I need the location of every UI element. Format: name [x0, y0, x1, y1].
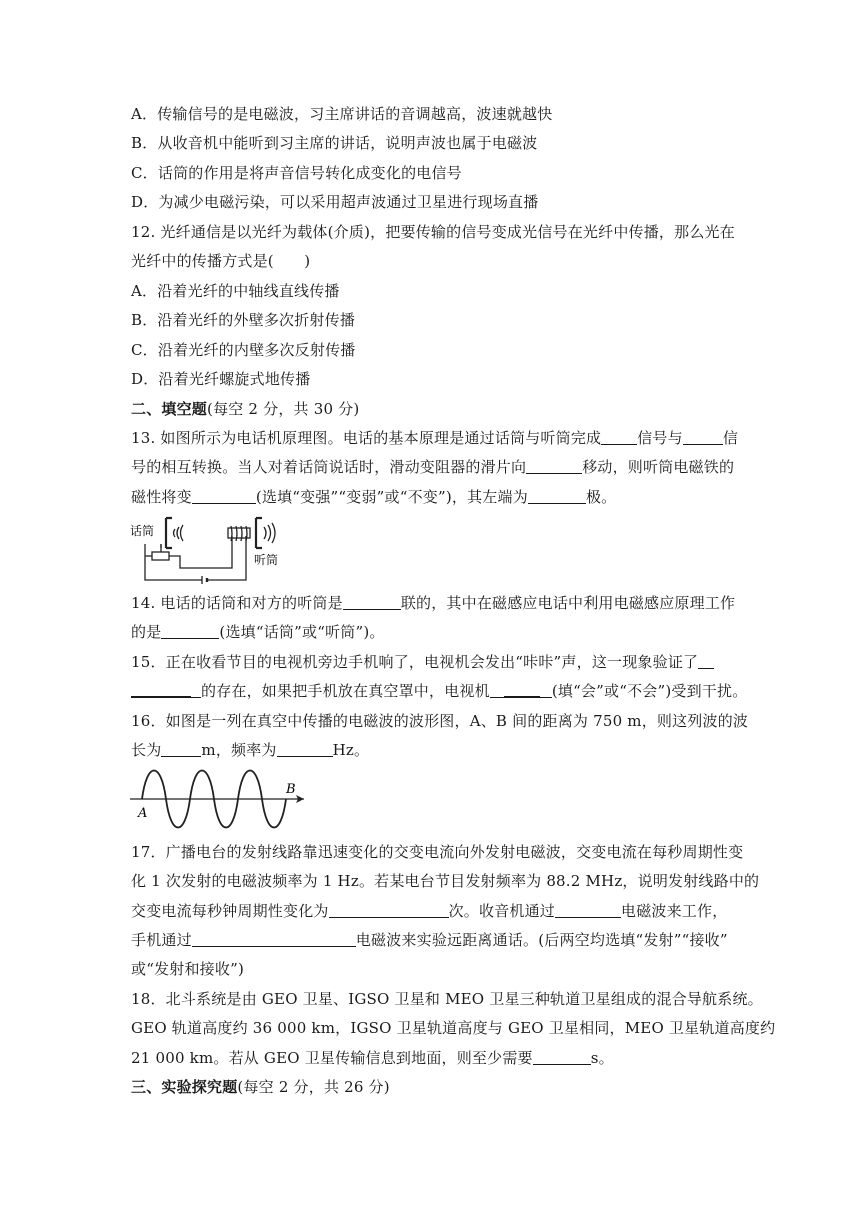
q18-line2: GEO 轨道高度约 36 000 km，IGSO 卫星轨道高度与 GEO 卫星相同，MEO 卫星轨道高度约 [131, 1019, 776, 1037]
answer-blank [191, 683, 201, 698]
section2-heading [131, 398, 359, 420]
q17-text: 次。收音机通过 [448, 902, 556, 920]
q15-line1 [131, 651, 714, 673]
fig-receiver-label: 听筒 [254, 553, 279, 567]
q18-text: s。 [590, 1049, 614, 1067]
answer-blank [601, 430, 637, 445]
q11-option-b: B．从收音机中能听到习主席的讲话，说明声波也属于电磁波 [131, 134, 538, 152]
em-wave-figure [128, 764, 312, 834]
answer-blank [131, 682, 191, 698]
q12-stem-line2: 光纤中的传播方式是( ) [131, 252, 311, 270]
q13-text: 极。 [585, 488, 617, 506]
wave-point-b-label: B [286, 782, 296, 797]
q13-text: 13. 如图所示为电话机原理图。电话的基本原理是通过话筒与听筒完成 [131, 429, 602, 447]
q13-line2 [131, 456, 734, 478]
q18-line1: 18．北斗系统是由 GEO 卫星、IGSO 卫星和 MEO 卫星三种轨道卫星组成的混合导航系统。 [131, 990, 763, 1008]
q16-text: Hz。 [332, 741, 370, 759]
q17-text: 电磁波来实验远距离通话。(后两空均选填“发射”“接收” [355, 931, 728, 949]
q13-line1 [131, 427, 738, 449]
answer-blank [683, 430, 723, 445]
q14-text: 14. 电话的话筒和对方的听筒是 [131, 594, 343, 612]
q15-text: 的存在，如果把手机放在真空罩中，电视机 [201, 682, 490, 700]
q14-text: 联的，其中在磁感应电话中利用电磁感应原理工作 [400, 594, 736, 612]
q18-text: 21 000 km。若从 GEO 卫星传输信息到地面，则至少需要 [131, 1049, 533, 1067]
q11-option-d: D．为减少电磁污染，可以采用超声波通过卫星进行现场直播 [131, 193, 539, 211]
answer-blank [698, 654, 714, 669]
q17-line2: 化 1 次发射的电磁波频率为 1 Hz。若某电台节目发射频率为 88.2 MHz，说明发射线路中的 [131, 872, 760, 890]
q17-line3 [131, 900, 727, 922]
section2-title: 二、填空题 [131, 400, 208, 418]
q13-text: (选填“变强”“变弱”或“不变”)，其左端为 [255, 488, 528, 506]
telephone-circuit-figure [128, 514, 288, 586]
fig-mic-label: 话筒 [130, 524, 155, 538]
answer-blank [343, 595, 401, 610]
q14-text: 的是 [131, 623, 162, 641]
answer-blank [540, 683, 552, 698]
q11-option-a: A．传输信号的是电磁波，习主席讲话的音调越高，波速就越快 [131, 105, 553, 123]
answer-blank [528, 489, 586, 504]
answer-blank [161, 742, 201, 757]
answer-blank [555, 903, 621, 918]
q17-text: 交变电流每秒钟周期性变化为 [131, 902, 329, 920]
q12-option-b: B．沿着光纤的外壁多次折射传播 [131, 311, 356, 329]
answer-blank [192, 932, 356, 947]
q12-stem-line1: 12. 光纤通信是以光纤为载体(介质)，把要传输的信号变成光信号在光纤中传播，那么光在 [131, 223, 735, 241]
q17-line4 [131, 929, 728, 951]
q14-line2 [131, 621, 385, 643]
section3-heading [131, 1076, 390, 1098]
answer-blank [526, 459, 582, 474]
section3-title: 三、实验探究题 [131, 1078, 238, 1096]
q16-line1: 16．如图是一列在真空中传播的电磁波的波形图，A、B 间的距离为 750 m，则这列波的波 [131, 712, 749, 730]
q17-line5: 或“发射和接收”) [131, 960, 244, 978]
q16-text: 长为 [131, 741, 162, 759]
q15-line2 [131, 680, 747, 702]
q15-text: (填“会”或“不会”)受到干扰。 [551, 682, 748, 700]
q13-text: 信 [722, 429, 739, 447]
q13-text: 移动，则听筒电磁铁的 [582, 458, 735, 476]
q15-text: 15．正在收看节目的电视机旁边手机响了，电视机会发出“咔咔”声，这一现象验证了 [131, 653, 699, 671]
q11-option-c: C．话筒的作用是将声音信号转化成变化的电信号 [131, 164, 462, 182]
section2-note: (每空 2 分，共 30 分) [207, 400, 360, 418]
section3-note: (每空 2 分，共 26 分) [237, 1078, 390, 1096]
q12-option-a: A．沿着光纤的中轴线直线传播 [131, 282, 340, 300]
answer-blank [161, 624, 219, 639]
q16-line2 [131, 739, 369, 761]
q18-line3 [131, 1047, 614, 1069]
q12-option-c: C．沿着光纤的内壁多次反射传播 [131, 341, 356, 359]
q16-text: m，频率为 [201, 741, 277, 759]
q17-line1: 17．广播电台的发射线路靠迅速变化的交变电流向外发射电磁波，交变电流在每秒周期性变 [131, 843, 744, 861]
answer-blank [533, 1050, 591, 1065]
wave-point-a-label: A [138, 806, 148, 821]
q13-text: 号的相互转换。当人对着话筒说话时，滑动变阻器的滑片向 [131, 458, 527, 476]
q13-line3 [131, 486, 616, 508]
q17-text: 电磁波来工作， [621, 902, 728, 920]
q14-text: (选填“话筒”或“听筒”)。 [219, 623, 385, 641]
answer-blank [192, 489, 256, 504]
answer-blank [329, 903, 449, 918]
q17-text: 手机通过 [131, 931, 192, 949]
answer-blank [490, 683, 504, 698]
q13-text: 信号与 [637, 429, 683, 447]
q12-option-d: D．沿着光纤螺旋式地传播 [131, 370, 311, 388]
q13-text: 磁性将变 [131, 488, 192, 506]
answer-blank [277, 742, 333, 757]
q14-line1 [131, 592, 735, 614]
answer-blank [504, 682, 540, 698]
